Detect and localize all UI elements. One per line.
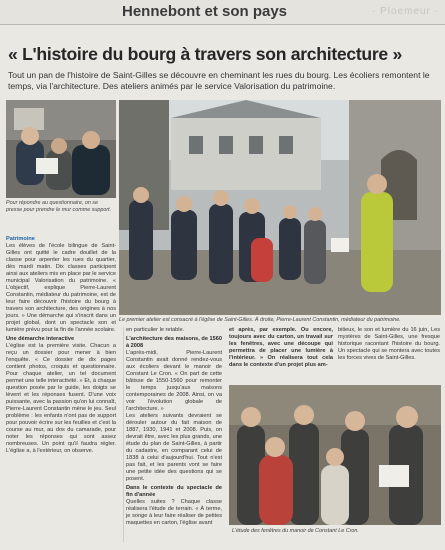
photo-bottom [229, 385, 441, 525]
section-header [0, 0, 445, 25]
col3-paragraph-1: et après, par exemple. Ou encore, toujours avec du carton, un travail sur les fenêtres, avec une découpe qui permettra de placer une lumière à l'intérieur. » On réalisera tout cela dans le contexte d'un projet plus am- [229, 327, 333, 368]
column-3 [229, 327, 333, 369]
article-headline: « L'histoire du bourg à travers son architecture » [8, 44, 402, 64]
col2-subheading-2: Dans le contexte du spectacle de fin d'année [126, 485, 222, 498]
column-4 [338, 327, 440, 362]
photo-bottom-image [229, 385, 441, 525]
photo-left [6, 100, 116, 198]
col2-paragraph-2: Les ateliers suivants devraient se dérouler autour du fait maison de 1887, 1930, 1941 et 2008. Puis, on devrait être, avec les plus grands, une étude du plan de Saint-Gilles, à partir du cadastre, en comparant celui de 1838 à celui d'aujourd'hui. Tout n'est pas fait, et les parents vont se faire une petite idée des questions qui se posent. [126, 413, 222, 482]
caption-photo-bottom: L'étude des fenêtres du manoir de Constant Le Cron. [232, 528, 359, 534]
column-1 [6, 236, 116, 455]
photo-main-image [119, 100, 441, 315]
col2-subheading-1: L'architecture des maisons, de 1560 à 2008 [126, 336, 222, 349]
column-2 [126, 327, 222, 527]
col1-subheading: Une démarche interactive [6, 336, 75, 342]
col1-paragraph-1: Les élèves de l'école bilingue de Saint-Gilles ont quitté le cadre douillet de la classe pour arpenter les rues du quartier, dès mardi matin. Dix classes participent ainsi aux ateliers mis en place par le service municipal Valorisation du patrimoine. « L'objectif, explique Pierre-Laurent Constantin, médiateur du patrimoine, est de leur faire découvrir l'histoire du bourg à travers son architecture, des origines à nos jours. » Une démarche qui s'inscrit dans un projet global, dont un spectacle son et lumière prévu pour la fin de l'année scolaire. [6, 243, 116, 333]
col1-paragraph-2: L'église est la première visite. Chacun a reçu un dossier pour mener à bien l'enquête. « Ce dossier de dix pages contient photos, croquis et questionnaire. Pour chaque atelier, un tel document permet une telle interactivité. » Et, à chaque question posée par le guide, les doigts se lèvent et les réponses fusent. D'une voix puissante, avec la passion qu'on lui connaît, Pierre-Laurent Constantin mène le jeu. Seul problème : les enfants n'ont pas de support pour pouvoir écrire sur les feuilles et c'est la course au mur, au dos du camarade, pour noter les réponses qui sont assez nombreuses. Un point qu'il faudra régler. L'église a, à l'extérieur, on observe. [6, 343, 116, 454]
photo-main [119, 100, 441, 315]
caption-photo-left: Pour répondre au questionnaire, on se presse pour prendre le mur comme support. [6, 200, 112, 213]
col2-paragraph-1: L'après-midi, Pierre-Laurent Constantin avait donné rendez-vous aux écoliers devant le manoir de Constant Le Cron. « On part de cette bâtisse de 1550-1560 pour remonter le temps jusqu'aux maisons contemporaines de 2008. Ainsi, on va voir l'évolution globale de l'architecture. » [126, 350, 222, 412]
article-lead: Tout un pan de l'histoire de Saint-Gilles se découvre en cheminant les rues du bourg. Les écoliers remontent le temps, via l'architecture. Des ateliers animés par le service Valorisation du patrimoine. [8, 70, 430, 91]
section-ghost-text: · Ploemeur · [371, 6, 439, 17]
section-title: Hennebont et son pays [122, 3, 288, 20]
col4-paragraph-1: bitieux, le son et lumière du 16 juin, Les mystères de Saint-Gilles, une fresque historique racontant l'histoire du bourg. Un spectacle qui se montera avec toutes les forces vives de Saint-Gilles. [338, 327, 440, 361]
col2-paragraph-3: Quelles suites ? Chaque classe réalisera l'étude de terrain. « À terme, je songe à leur faire réaliser de petites maquettes en carton, l'église avant [126, 499, 222, 526]
photo-left-image [6, 100, 116, 198]
article-kicker: Patrimoine [6, 236, 35, 242]
column-divider [123, 327, 124, 542]
col2-paragraph-0: en particulier le retable. [126, 327, 185, 333]
caption-photo-main: Le premier atelier est consacré à l'église de Saint-Gilles. À droite, Pierre-Laurent Constantin, médiateur du patrimoine. [119, 317, 401, 323]
